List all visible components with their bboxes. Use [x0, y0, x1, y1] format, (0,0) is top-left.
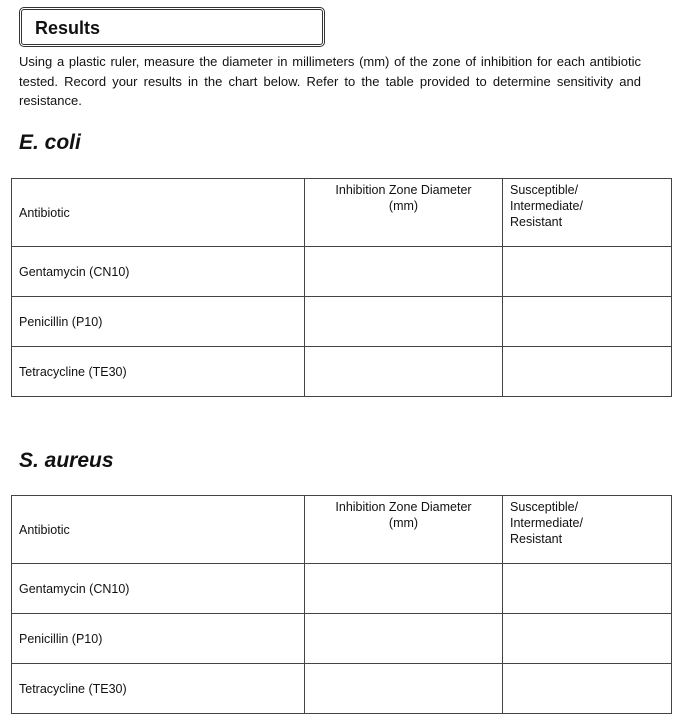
- species-heading-s-aureus: S. aureus: [19, 449, 114, 472]
- diameter-cell[interactable]: [305, 297, 503, 347]
- antibiotic-name: Gentamycin (CN10): [12, 247, 305, 297]
- antibiotic-name: Penicillin (P10): [12, 614, 305, 664]
- antibiotic-name: Tetracycline (TE30): [12, 664, 305, 714]
- sir-cell[interactable]: [503, 664, 672, 714]
- header-diameter: [305, 179, 503, 247]
- table-header-row: [12, 179, 672, 247]
- table-row: [12, 614, 672, 664]
- antibiotic-name: Gentamycin (CN10): [12, 564, 305, 614]
- header-sir-line1: Susceptible/: [510, 183, 579, 197]
- header-sir-line2: Intermediate/: [510, 516, 583, 530]
- header-diameter-line1: Inhibition Zone Diameter: [335, 183, 472, 197]
- diameter-cell[interactable]: [305, 347, 503, 397]
- header-sir-line3: Resistant: [510, 215, 563, 229]
- header-antibiotic: Antibiotic: [12, 496, 305, 564]
- header-diameter-line2: (mm): [388, 199, 419, 213]
- table-header-row: [12, 496, 672, 564]
- antibiotic-name: Tetracycline (TE30): [12, 347, 305, 397]
- diameter-cell[interactable]: [305, 564, 503, 614]
- header-diameter: [305, 496, 503, 564]
- sir-cell[interactable]: [503, 614, 672, 664]
- header-antibiotic: Antibiotic: [12, 179, 305, 247]
- table-row: [12, 297, 672, 347]
- table-row: [12, 664, 672, 714]
- header-sir-line2: Intermediate/: [510, 199, 583, 213]
- header-diameter-line1: Inhibition Zone Diameter: [335, 500, 472, 514]
- instructions: Using a plastic ruler, measure the diameter in millimeters (mm) of the zone of inhibition for each antibiotic tested. Record your results in the chart below. Refer to the table provided to determine sensitivity and resistance.: [19, 54, 641, 108]
- header-sir: [503, 496, 672, 564]
- sir-cell[interactable]: [503, 564, 672, 614]
- table-row: [12, 247, 672, 297]
- header-sir-line3: Resistant: [510, 532, 563, 546]
- sir-cell[interactable]: [503, 297, 672, 347]
- table-row: [12, 564, 672, 614]
- results-table-s-aureus: [11, 495, 672, 714]
- results-title-box: [19, 7, 325, 47]
- table-row: [12, 347, 672, 397]
- sir-cell[interactable]: [503, 247, 672, 297]
- diameter-cell[interactable]: [305, 664, 503, 714]
- diameter-cell[interactable]: [305, 614, 503, 664]
- header-diameter-line2: (mm): [388, 516, 419, 530]
- species-heading-e-coli: E. coli: [19, 131, 81, 154]
- header-sir-line1: Susceptible/: [510, 500, 579, 514]
- antibiotic-name: Penicillin (P10): [12, 297, 305, 347]
- sir-cell[interactable]: [503, 347, 672, 397]
- results-title: Results: [35, 18, 101, 38]
- diameter-cell[interactable]: [305, 247, 503, 297]
- header-sir: [503, 179, 672, 247]
- results-table-e-coli: [11, 178, 672, 397]
